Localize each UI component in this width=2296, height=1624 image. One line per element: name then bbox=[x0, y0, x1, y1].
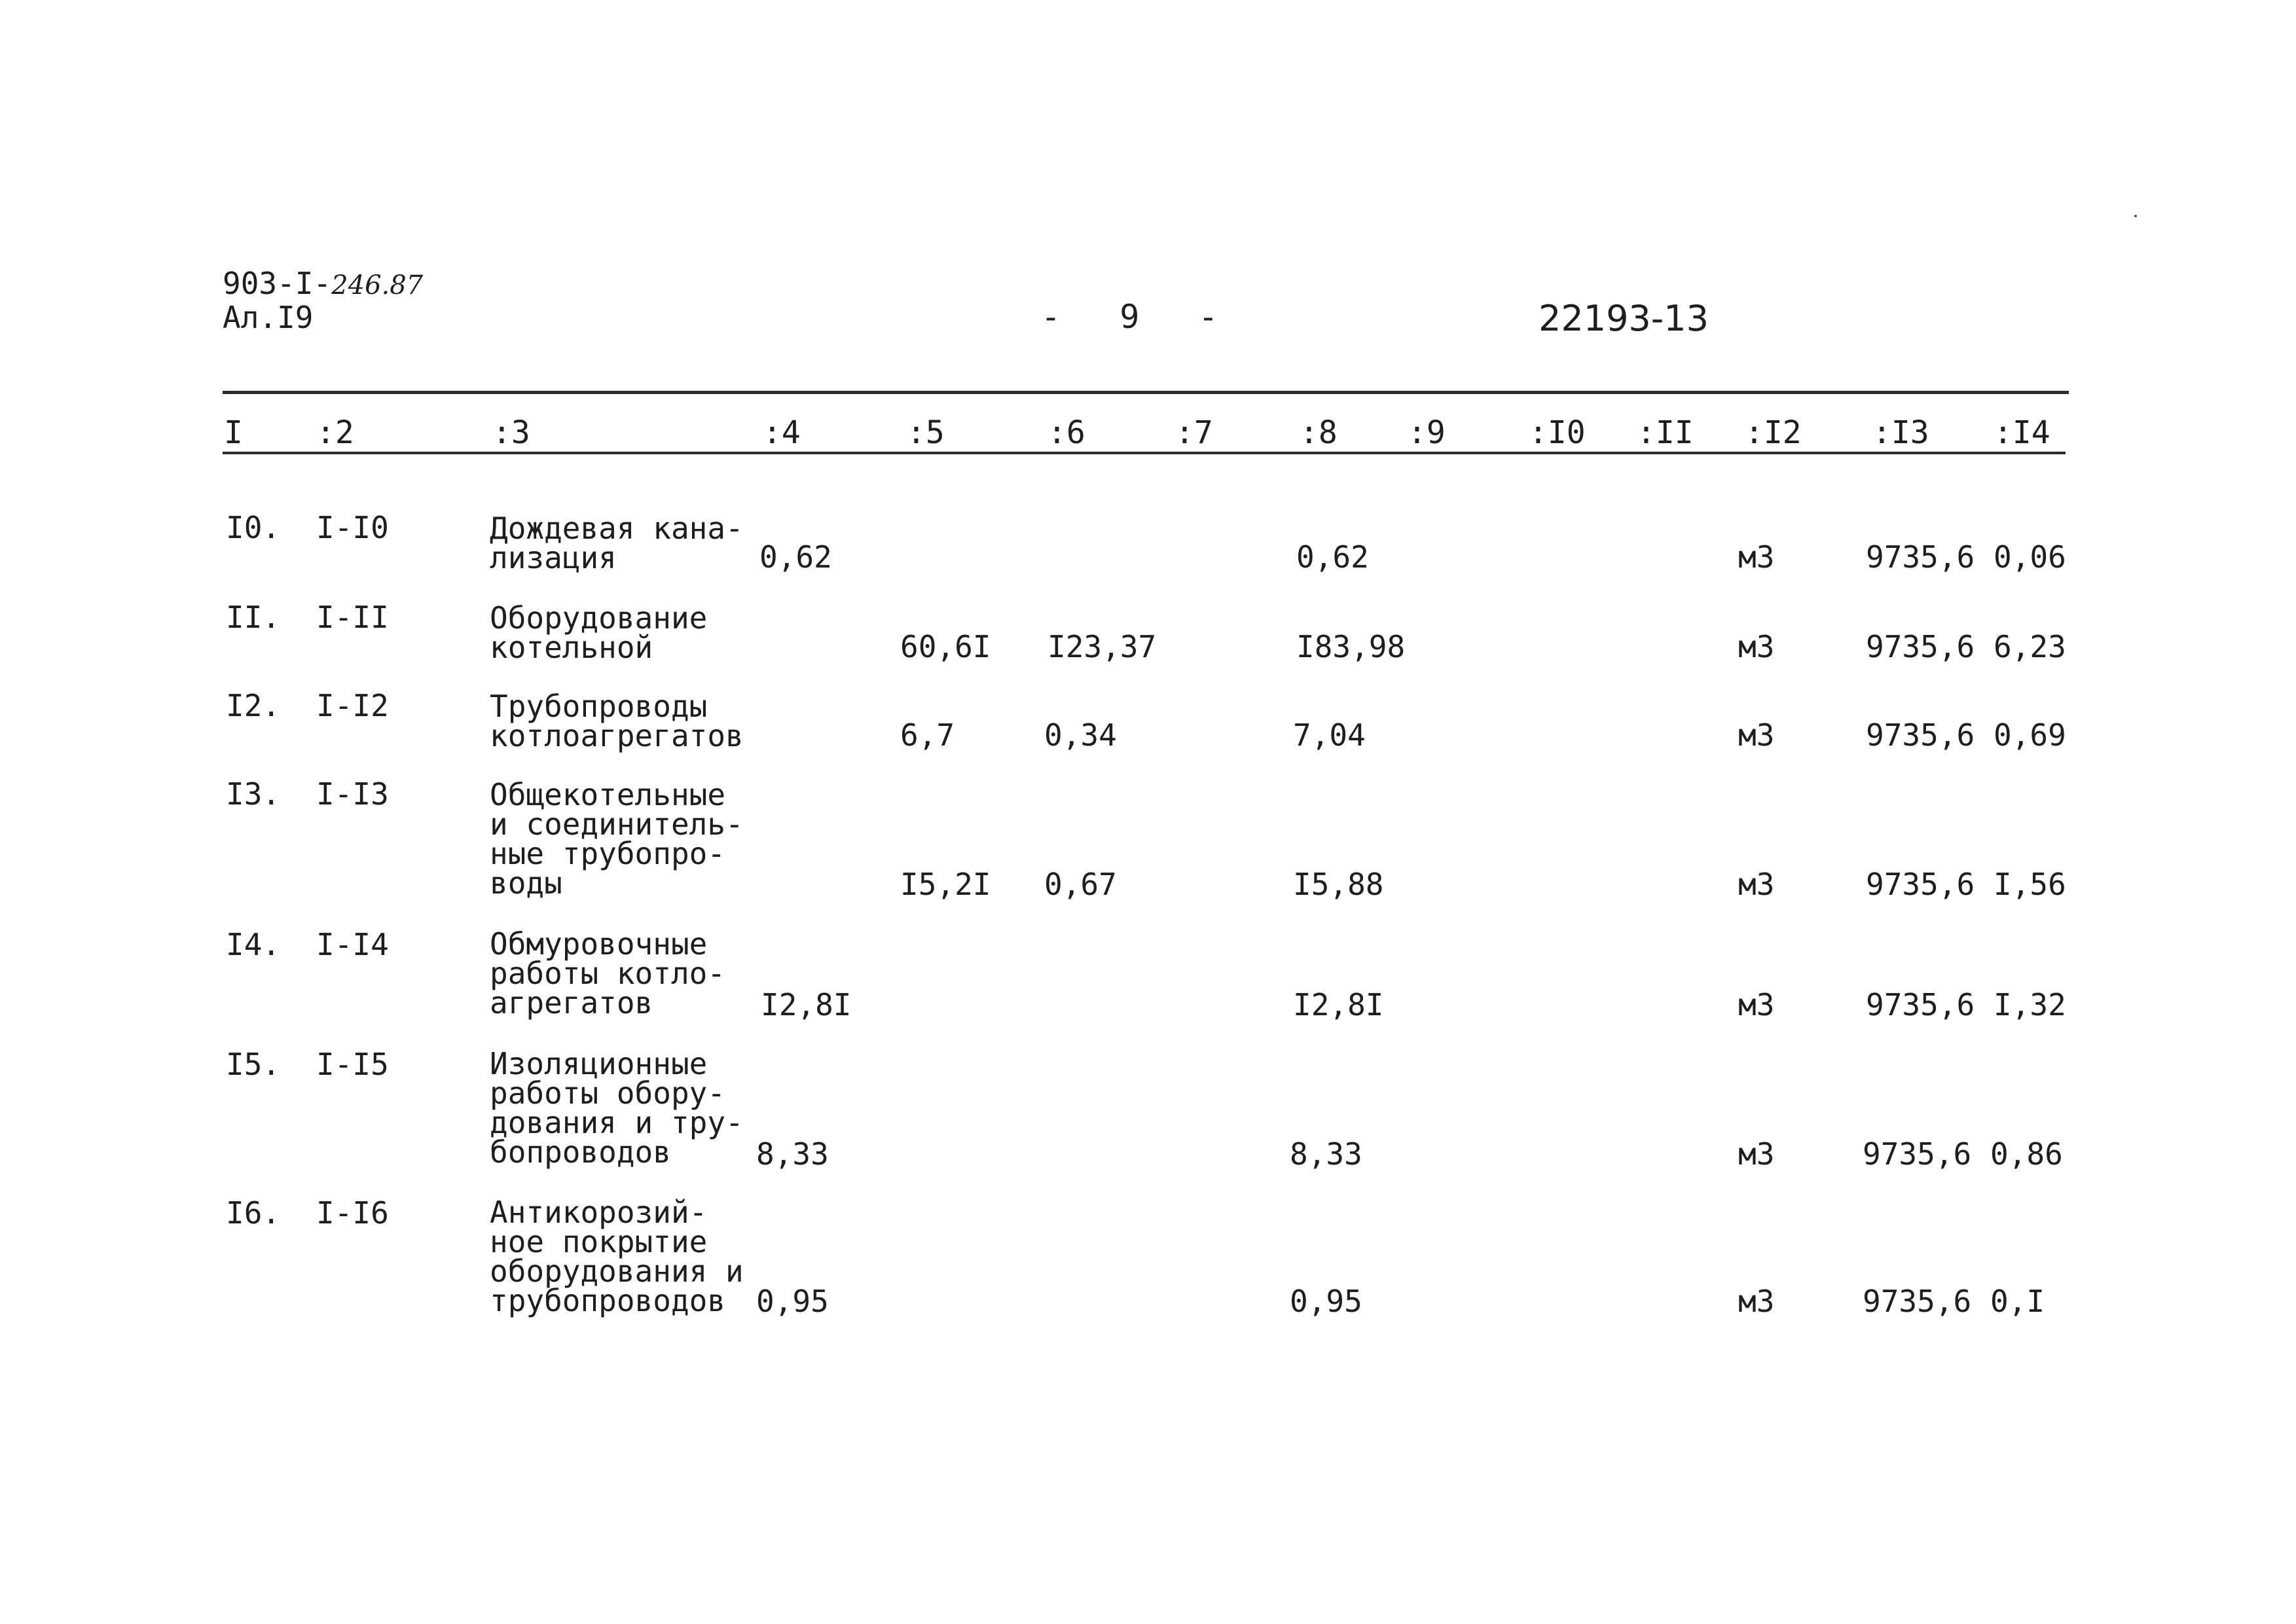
row-col13: 9735,6 bbox=[1863, 1136, 1972, 1172]
column-number: :9 bbox=[1408, 414, 1446, 451]
row-code: I-I2 bbox=[316, 688, 389, 723]
row-name: Трубопроводы котлоагрегатов bbox=[490, 689, 744, 753]
row-col13: 9735,6 bbox=[1866, 629, 1975, 664]
column-number: :7 bbox=[1175, 414, 1213, 451]
row-number: I0. bbox=[226, 510, 281, 545]
row-col8: 8,33 bbox=[1290, 1136, 1362, 1172]
row-number: I2. bbox=[226, 688, 281, 723]
document-code-handwritten: 246.87 bbox=[331, 270, 424, 300]
row-name: Общекотельные и соединитель- ные трубопро- воды bbox=[490, 777, 744, 901]
column-number: :II bbox=[1637, 414, 1694, 451]
row-unit: м3 bbox=[1738, 867, 1775, 902]
row-col13: 9735,6 bbox=[1866, 539, 1975, 575]
row-number: I6. bbox=[226, 1195, 281, 1231]
row-col8: 7,04 bbox=[1293, 717, 1366, 753]
row-col14: I,56 bbox=[1994, 867, 2066, 902]
stray-mark bbox=[2134, 215, 2137, 217]
column-number: :I0 bbox=[1529, 414, 1586, 451]
row-name: Изоляционные работы обору- дования и тру- бопроводов bbox=[490, 1046, 744, 1170]
column-number: :6 bbox=[1048, 414, 1085, 451]
row-col4: 0,95 bbox=[756, 1284, 829, 1319]
column-number: I bbox=[224, 414, 243, 451]
column-number: :I2 bbox=[1745, 414, 1802, 451]
sheet-label: Ал.I9 bbox=[223, 300, 314, 335]
row-col8: I2,8I bbox=[1293, 987, 1384, 1022]
row-col4: 0,62 bbox=[759, 539, 832, 575]
document-code-printed: 903-I- bbox=[223, 266, 332, 301]
row-col13: 9735,6 bbox=[1866, 987, 1975, 1022]
row-number: I4. bbox=[226, 927, 281, 962]
row-col14: 0,I bbox=[1990, 1284, 2045, 1319]
column-number: :8 bbox=[1300, 414, 1338, 451]
row-unit: м3 bbox=[1738, 717, 1775, 753]
document-code bbox=[223, 268, 423, 300]
row-unit: м3 bbox=[1738, 1136, 1775, 1172]
row-col8: 0,95 bbox=[1290, 1284, 1362, 1319]
row-col14: 0,69 bbox=[1994, 717, 2066, 753]
row-unit: м3 bbox=[1738, 629, 1775, 664]
doc-number: 22193-13 bbox=[1539, 298, 1709, 339]
row-code: I-I0 bbox=[316, 510, 389, 545]
column-number: :5 bbox=[907, 414, 945, 451]
row-col8: I83,98 bbox=[1296, 629, 1406, 664]
row-number: I5. bbox=[226, 1047, 281, 1082]
row-col8: I5,88 bbox=[1293, 867, 1384, 902]
row-name: Дождевая кана- лизация bbox=[490, 511, 744, 575]
row-unit: м3 bbox=[1738, 987, 1775, 1022]
row-code: I-I3 bbox=[316, 776, 389, 812]
row-code: I-I5 bbox=[316, 1047, 389, 1082]
row-col6: 0,34 bbox=[1044, 717, 1117, 753]
row-col13: 9735,6 bbox=[1866, 867, 1975, 902]
row-col5: 6,7 bbox=[900, 717, 955, 753]
column-number: :3 bbox=[492, 414, 530, 451]
row-col5: 60,6I bbox=[900, 629, 991, 664]
row-name: Антикорозий- ное покрытие оборудования и трубопроводов bbox=[490, 1195, 744, 1318]
row-col4: I2,8I bbox=[761, 987, 852, 1022]
row-col14: 0,06 bbox=[1994, 539, 2066, 575]
row-name: Обмуровочные работы котло- агрегатов bbox=[490, 926, 726, 1020]
column-number: :4 bbox=[763, 414, 801, 451]
row-name: Оборудование котельной bbox=[490, 600, 708, 665]
row-unit: м3 bbox=[1738, 539, 1775, 575]
column-number: :I3 bbox=[1872, 414, 1929, 451]
row-col4: 8,33 bbox=[756, 1136, 829, 1172]
row-code: I-I6 bbox=[316, 1195, 389, 1231]
page-number: - 9 - bbox=[1041, 298, 1238, 336]
row-number: II. bbox=[226, 600, 281, 635]
row-code: I-II bbox=[316, 600, 389, 635]
table-top-rule bbox=[223, 391, 2066, 394]
row-col14: I,32 bbox=[1994, 987, 2066, 1022]
row-unit: м3 bbox=[1738, 1284, 1775, 1319]
row-col13: 9735,6 bbox=[1866, 717, 1975, 753]
row-col14: 6,23 bbox=[1994, 629, 2066, 664]
row-number: I3. bbox=[226, 776, 281, 812]
table-header-rule bbox=[223, 452, 2066, 454]
column-number: :I4 bbox=[1994, 414, 2050, 451]
row-col13: 9735,6 bbox=[1863, 1284, 1972, 1319]
row-code: I-I4 bbox=[316, 927, 389, 962]
row-col8: 0,62 bbox=[1296, 539, 1369, 575]
row-col6: I23,37 bbox=[1048, 629, 1157, 664]
row-col6: 0,67 bbox=[1044, 867, 1117, 902]
row-col14: 0,86 bbox=[1990, 1136, 2063, 1172]
column-number: :2 bbox=[316, 414, 354, 451]
row-col5: I5,2I bbox=[900, 867, 991, 902]
table-top-rule-segment bbox=[2003, 391, 2069, 394]
